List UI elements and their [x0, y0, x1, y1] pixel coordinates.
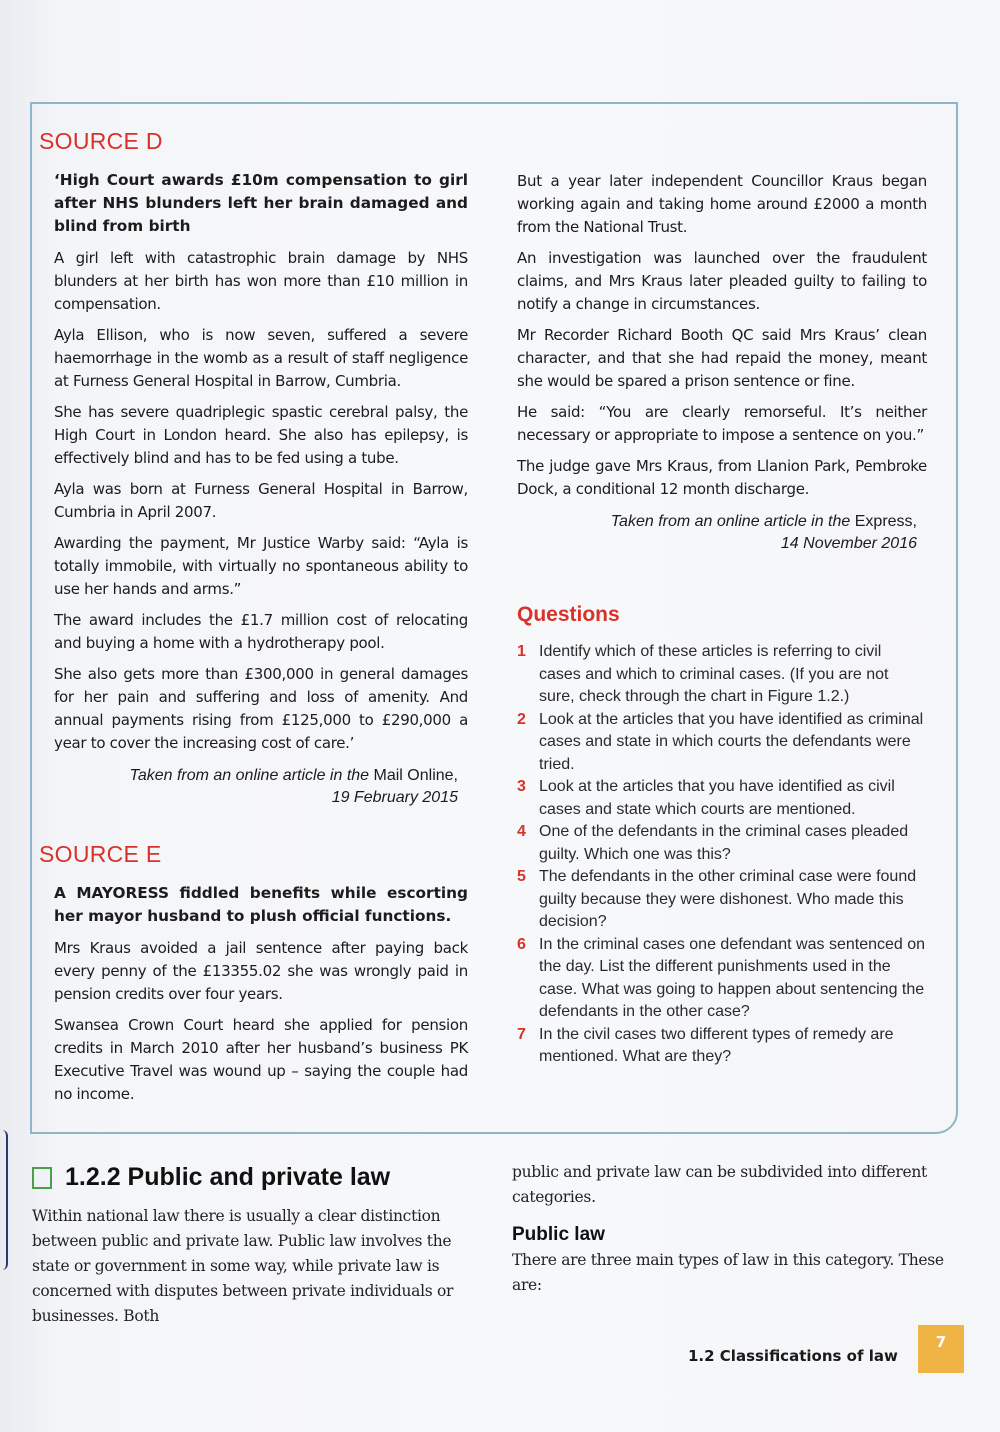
right-column — [517, 170, 927, 1069]
source-e-section — [39, 841, 468, 1106]
source-d-paragraph: Awarding the payment, Mr Justice Warby said: “Ayla is totally immobile, with virtually no spontaneous ability to use her hands and arms.” — [54, 534, 468, 598]
question-number: 5 — [517, 868, 526, 885]
question-item — [517, 821, 927, 866]
section-intro — [32, 1204, 482, 1329]
source-e-paragraph: The judge gave Mrs Kraus, from Llanion Park, Pembroke Dock, a conditional 12 month discharge. — [517, 457, 927, 498]
credit-date: 19 February 2015 — [331, 789, 458, 806]
page-number-tab: 7 — [918, 1325, 964, 1373]
credit-source: Express, — [854, 513, 917, 530]
source-d-credit — [54, 765, 458, 809]
section-heading — [32, 1163, 390, 1192]
source-e-credit — [517, 511, 917, 555]
question-number: 1 — [517, 643, 526, 660]
question-text: One of the defendants in the criminal cases pleaded guilty. Which one was this? — [539, 823, 909, 863]
question-text: Identify which of these articles is referring to civil cases and which to criminal cases. (If you are not sure, check through the chart in Figure 1.2.) — [539, 643, 889, 705]
question-text: The defendants in the other criminal case were found guilty because they were dishonest. Who made this decision? — [539, 868, 917, 930]
question-number: 7 — [517, 1025, 526, 1043]
page-binding-edge — [0, 1130, 8, 1270]
question-item — [517, 709, 927, 777]
public-law-subheading: Public law — [512, 1224, 605, 1245]
question-text: Look at the articles that you have identified as civil cases and state which courts are mentioned. — [539, 778, 895, 818]
section-heading-text: 1.2.2 Public and private law — [65, 1163, 391, 1191]
question-item — [517, 776, 927, 821]
section-intro-continued: public and private law can be subdivided into different categories. — [512, 1163, 927, 1206]
question-number: 6 — [517, 935, 526, 953]
question-number: 2 — [517, 710, 526, 728]
source-d-paragraph: She has severe quadriplegic spastic cerebral palsy, the High Court in London heard. She also has epilepsy, is effectively blind and has to be fed using a tube. — [54, 403, 468, 467]
question-text: In the criminal cases one defendant was sentenced on the day. List the different punishments used in the case. What was going to happen about sentencing the defendants in the other case? — [539, 935, 926, 1020]
question-number: 3 — [517, 778, 526, 795]
credit-date: 14 November 2016 — [780, 535, 917, 552]
questions-list — [517, 641, 927, 1069]
chapter-footer: 1.2 Classifications of law — [688, 1347, 898, 1365]
question-number: 4 — [517, 823, 526, 840]
source-e-paragraph: Swansea Crown Court heard she applied for pension credits in March 2010 after her husband’s business PK Executive Travel was wound up – saying the couple had no income. — [54, 1016, 468, 1103]
credit-source: Mail Online, — [373, 767, 458, 784]
questions-title: Questions — [517, 603, 620, 626]
source-e-paragraph: He said: “You are clearly remorseful. It’s neither necessary or appropriate to impose a sentence on you.” — [517, 403, 927, 444]
left-column — [39, 128, 468, 1114]
question-item — [517, 641, 927, 709]
section-continued — [512, 1160, 972, 1298]
credit-prefix: Taken from an online article in the — [610, 513, 851, 530]
source-d-paragraph: Ayla Ellison, who is now seven, suffered a severe haemorrhage in the womb as a result of staff negligence at Furness General Hospital in Barrow, Cumbria. — [54, 326, 468, 390]
public-law-text: There are three main types of law in this category. These are: — [512, 1251, 944, 1294]
checkbox-square-icon — [32, 1167, 52, 1189]
question-item — [517, 866, 927, 934]
source-e-paragraph: An investigation was launched over the fraudulent claims, and Mrs Kraus later pleaded guilty to failing to notify a change in circumstances. — [517, 249, 927, 313]
question-item — [517, 1024, 927, 1069]
source-e-paragraph: Mrs Kraus avoided a jail sentence after paying back every penny of the £13355.02 she was wrongly paid in pension credits over four years. — [54, 939, 468, 1003]
source-e-title: SOURCE E — [39, 841, 162, 867]
source-d-paragraph: She also gets more than £300,000 in general damages for her pain and suffering and loss of amenity. And annual payments rising from £125,000 to £290,000 a year to cover the increasing cost of care.’ — [54, 665, 468, 752]
source-d-headline: ‘High Court awards £10m compensation to girl after NHS blunders left her brain damaged and blind from birth — [54, 171, 468, 235]
source-d-paragraph: A girl left with catastrophic brain damage by NHS blunders at her birth has won more than £10 million in compensation. — [54, 249, 468, 313]
source-e-paragraph: But a year later independent Councillor Kraus began working again and taking home around £2000 a month from the National Trust. — [517, 172, 927, 236]
question-text: Look at the articles that you have identified as criminal cases and state in which courts the defendants were tried. — [539, 710, 924, 773]
source-d-paragraph: The award includes the £1.7 million cost of relocating and buying a home with a hydrotherapy pool. — [54, 611, 468, 652]
credit-prefix: Taken from an online article in the — [129, 767, 370, 784]
source-d-paragraph: Ayla was born at Furness General Hospital in Barrow, Cumbria in April 2007. — [54, 480, 468, 521]
section-intro-text: Within national law there is usually a clear distinction between public and private law. Public law involves the state or government in some way, while private law is concerned with disputes between private individuals or businesses. Both — [32, 1207, 454, 1325]
source-e-headline: A MAYORESS fiddled benefits while escorting her mayor husband to plush official functions. — [54, 884, 468, 925]
source-e-paragraph: Mr Recorder Richard Booth QC said Mrs Kraus’ clean character, and that she had repaid the money, meant she would be spared a prison sentence or fine. — [517, 326, 927, 390]
source-d-title: SOURCE D — [39, 128, 163, 154]
question-item — [517, 934, 927, 1024]
question-text: In the civil cases two different types of remedy are mentioned. What are they? — [539, 1025, 894, 1065]
